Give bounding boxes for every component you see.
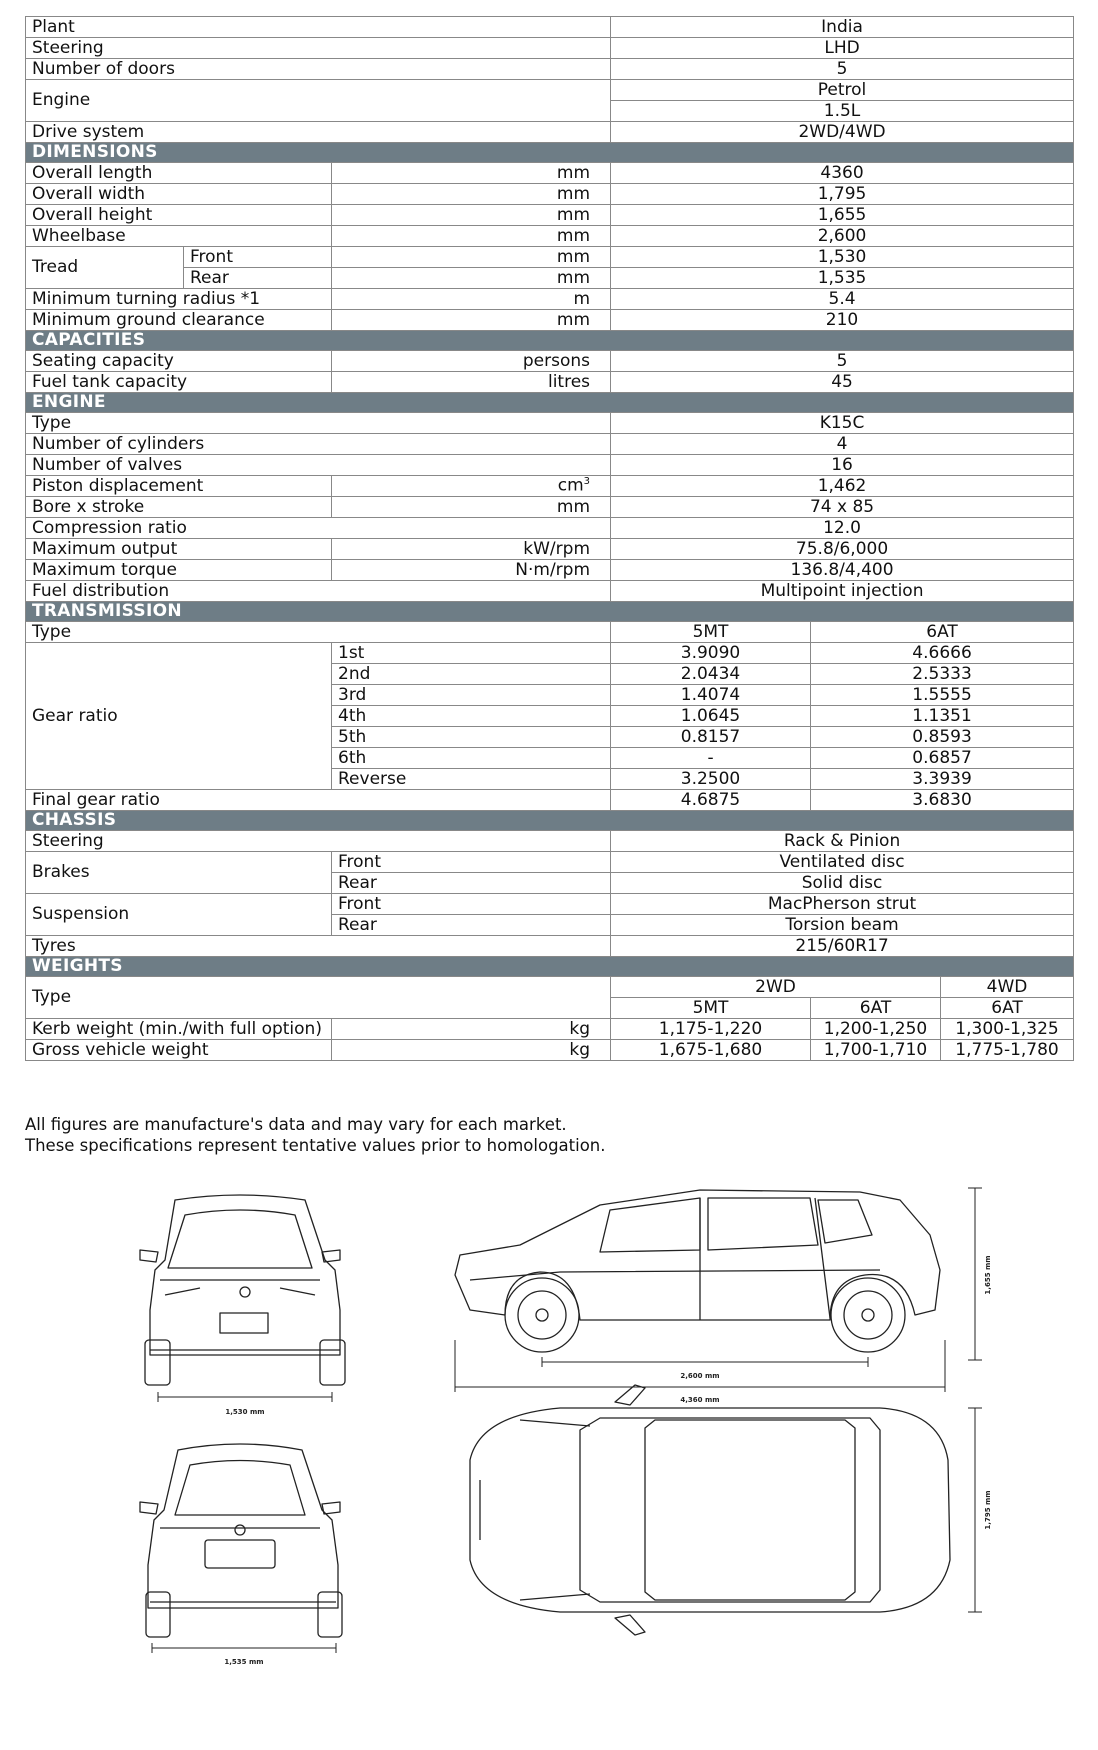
spec-table	[25, 16, 1074, 1061]
section-capacities: CAPACITIES	[26, 331, 1074, 351]
row-brakes-front: Brakes Front Ventilated disc	[26, 852, 1074, 873]
front-track-dim-line	[158, 1392, 332, 1402]
row-chassis-steering: Steering Rack & Pinion	[26, 831, 1074, 852]
row-trans-type: Type 5MT 6AT	[26, 622, 1074, 643]
section-dimensions: DIMENSIONS	[26, 143, 1074, 163]
rear-track-label: 1,535 mm	[224, 1658, 264, 1666]
row-torque: Maximum torque N·m/rpm 136.8/4,400	[26, 560, 1074, 581]
row-displacement: Piston displacement $cm^3$ 1,462	[26, 476, 1074, 497]
row-final-gear: Final gear ratio 4.6875 3.6830	[26, 790, 1074, 811]
section-transmission: TRANSMISSION	[26, 602, 1074, 622]
row-doors: Number of doors 5	[26, 59, 1074, 80]
height-dim-line	[968, 1188, 982, 1360]
row-wheelbase: Wheelbase mm 2,600	[26, 226, 1074, 247]
front-view-drawing	[140, 1195, 345, 1385]
footnote-1: All figures are manufacture's data and may vary for each market.	[25, 1115, 567, 1134]
front-track-label: 1,530 mm	[225, 1408, 265, 1416]
row-turning: Minimum turning radius *1 m 5.4	[26, 289, 1074, 310]
row-tyres: Tyres 215/60R17	[26, 936, 1074, 957]
footnote-2: These specifications represent tentative values prior to homologation.	[25, 1136, 606, 1155]
row-gear-5: 5th 0.8157 0.8593	[26, 727, 1074, 748]
row-weights-type: Type 2WD 4WD	[26, 977, 1074, 998]
row-height: Overall height mm 1,655	[26, 205, 1074, 226]
row-weights-sub: 5MT 6AT 6AT	[26, 998, 1074, 1019]
height-label: 1,655 mm	[984, 1255, 992, 1295]
wheelbase-dim-line	[542, 1357, 868, 1367]
row-gear-1: Gear ratio 1st 3.9090 4.6666	[26, 643, 1074, 664]
row-compression: Compression ratio 12.0	[26, 518, 1074, 539]
row-brakes-rear: Rear Solid disc	[26, 873, 1074, 894]
width-label: 1,795 mm	[984, 1490, 992, 1530]
length-dim-line	[455, 1340, 945, 1392]
row-fuel-tank: Fuel tank capacity litres 45	[26, 372, 1074, 393]
row-gross-weight: Gross vehicle weight kg 1,675-1,680 1,700-1,710 1,775-1,780	[26, 1040, 1074, 1061]
row-gear-3: 3rd 1.4074 1.5555	[26, 685, 1074, 706]
side-view-drawing	[455, 1190, 940, 1352]
row-length: Overall length mm 4360	[26, 163, 1074, 184]
section-engine: ENGINE	[26, 393, 1074, 413]
section-weights: WEIGHTS	[26, 957, 1074, 977]
row-drive: Drive system 2WD/4WD	[26, 122, 1074, 143]
row-seating: Seating capacity persons 5	[26, 351, 1074, 372]
footnotes	[25, 1114, 606, 1156]
row-steering: Steering LHD	[26, 38, 1074, 59]
rear-track-dim-line	[152, 1643, 336, 1653]
row-valves: Number of valves 16	[26, 455, 1074, 476]
row-suspension-rear: Rear Torsion beam	[26, 915, 1074, 936]
rear-view-drawing	[140, 1444, 342, 1637]
row-plant: Plant India	[26, 17, 1074, 38]
row-cylinders: Number of cylinders 4	[26, 434, 1074, 455]
row-gear-2: 2nd 2.0434 2.5333	[26, 664, 1074, 685]
row-suspension-front: Suspension Front MacPherson strut	[26, 894, 1074, 915]
row-gear-6: 6th - 0.6857	[26, 748, 1074, 769]
length-label: 4,360 mm	[680, 1396, 720, 1404]
wheelbase-label: 2,600 mm	[680, 1372, 720, 1380]
row-bore-stroke: Bore x stroke mm 74 x 85	[26, 497, 1074, 518]
row-output: Maximum output kW/rpm 75.8/6,000	[26, 539, 1074, 560]
row-kerb-weight: Kerb weight (min./with full option) kg 1,175-1,220 1,200-1,250 1,300-1,325	[26, 1019, 1074, 1040]
row-engine: Engine Petrol	[26, 80, 1074, 101]
top-view-drawing	[470, 1385, 950, 1635]
row-width: Overall width mm 1,795	[26, 184, 1074, 205]
width-dim-line	[968, 1408, 982, 1612]
vehicle-drawings	[0, 1180, 1098, 1740]
row-engine-type: Type K15C	[26, 413, 1074, 434]
section-chassis: CHASSIS	[26, 811, 1074, 831]
row-gear-4: 4th 1.0645 1.1351	[26, 706, 1074, 727]
row-gear-reverse: Reverse 3.2500 3.3939	[26, 769, 1074, 790]
row-tread-front: Tread Front mm 1,530	[26, 247, 1074, 268]
row-engine-size: 1.5L	[26, 101, 1074, 122]
row-fuel-distribution: Fuel distribution Multipoint injection	[26, 581, 1074, 602]
row-tread-rear: Rear mm 1,535	[26, 268, 1074, 289]
row-clearance: Minimum ground clearance mm 210	[26, 310, 1074, 331]
